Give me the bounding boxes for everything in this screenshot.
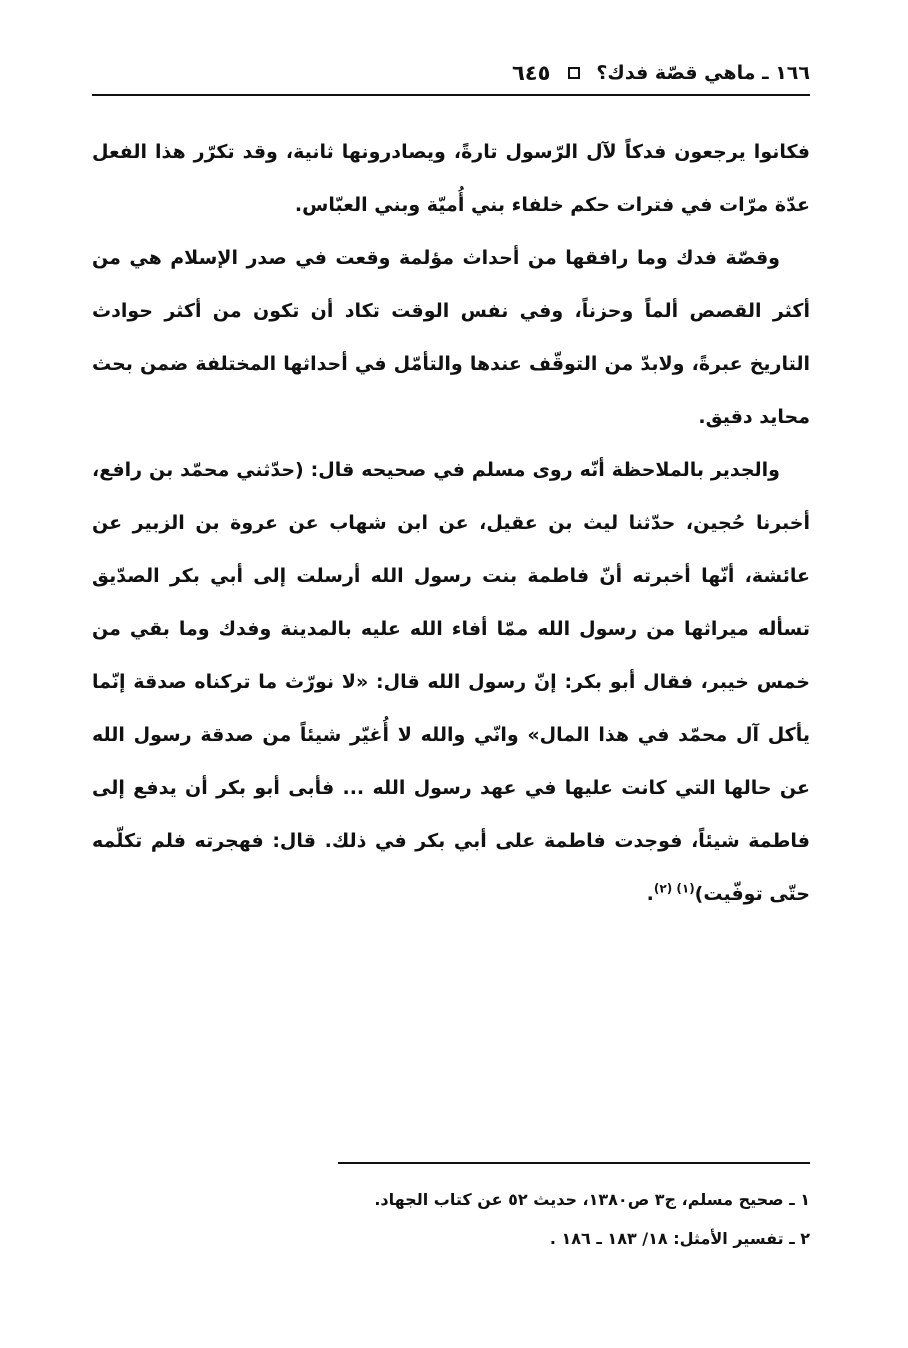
footnote-divider — [338, 1162, 810, 1164]
book-page — [92, 0, 810, 1348]
square-separator-icon — [568, 67, 580, 79]
header-divider — [92, 94, 810, 96]
footnote-2: ٢ ـ تفسير الأمثل: ١٨/ ١٨٣ ـ ١٨٦ . — [549, 1229, 810, 1248]
running-header — [92, 58, 810, 88]
footnote-1: ١ ـ صحيح مسلم، ج٣ ص١٣٨٠، حديث ٥٢ عن كتاب الجهاد. — [374, 1190, 810, 1209]
chapter-title: ١٦٦ ـ ماهي قصّة فدك؟ — [596, 62, 810, 84]
paragraph-1: فكانوا يرجعون فدكاً لآل الرّسول تارةً، ويصادرونها ثانية، وقد تكرّر هذا الفعل عدّة مرّات في فترات حكم خلفاء بني أُميّة وبني العبّاس. — [92, 141, 810, 216]
paragraph-2: وقصّة فدك وما رافقها من أحداث مؤلمة وقعت في صدر الإسلام هي من أكثر القصص ألماً وحزناً، وفي نفس الوقت تكاد أن تكون من أكثر حوادث التاريخ عبرةً، ولابدّ من التوقّف عندها والتأمّل في أحداثها المختلفة ضمن بحث محايد دقيق. — [92, 247, 810, 428]
paragraph-3-text: والجدير بالملاحظة أنّه روى مسلم في صحيحه قال: (حدّثني محمّد بن رافع، أخبرنا حُجين، حدّثنا ليث بن عقيل، عن ابن شهاب عن عروة بن الزبير عن عائشة، أنّها أخبرته أنّ فاطمة بنت رسول الله أرسلت إلى أبي بكر الصدّيق تسأله ميراثها من رسول الله ممّا أفاء الله عليه بالمدينة وفدك وما بقي من خمس خيبر، فقال أبو بكر: إنّ رسول الله قال: «لا نورّث ما تركناه صدقة إنّما يأكل آل محمّد في هذا المال» وانّي والله لا أُغيّر شيئاً من صدقة رسول الله عن حالها التي كانت عليها في عهد رسول الله ... فأبى أبو بكر أن يدفع إلى فاطمة شيئاً، فوجدت فاطمة على أبي بكر في ذلك. قال: فهجرته فلم تكلّمه حتّى توفّيت) — [92, 459, 810, 905]
main-text — [92, 126, 810, 921]
paragraph-3-end: . — [646, 883, 654, 905]
paragraph-3 — [92, 444, 810, 921]
footnote-refs[interactable]: (١) (٢) — [653, 881, 695, 896]
page-number: ٦٤٥ — [511, 61, 551, 85]
footnotes — [92, 1180, 810, 1258]
